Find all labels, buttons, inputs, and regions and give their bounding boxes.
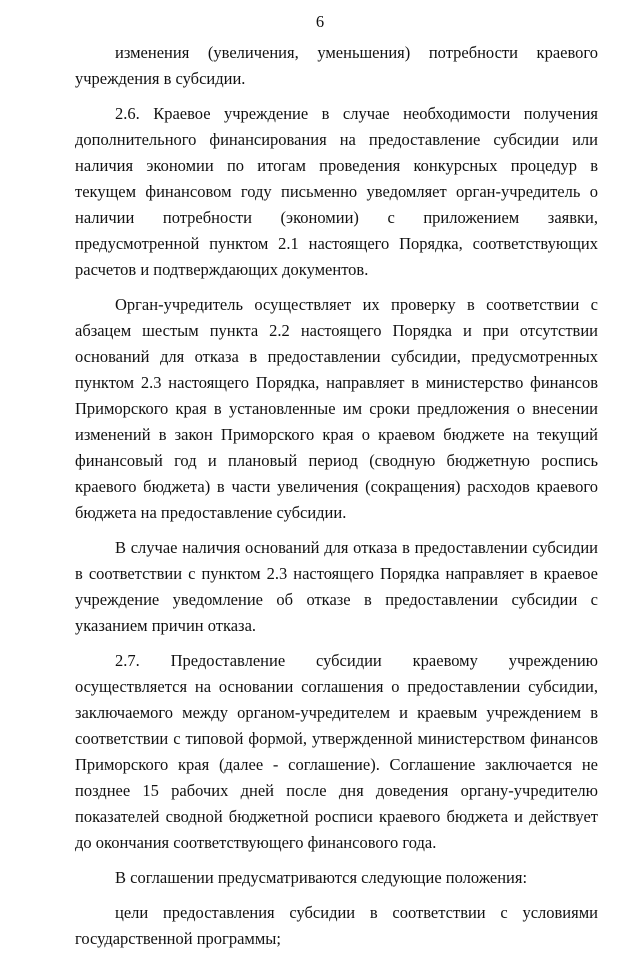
paragraph-goals: цели предоставления субсидии в соответствии с условиями государственной программы;: [75, 903, 598, 948]
document-body: [75, 40, 598, 961]
paragraph-2-6: 2.6. Краевое учреждение в случае необходимости получения дополнительного финансирования на предоставление субсидии или наличия экономии по итогам проведения конкурсных процедур в текущем финансовом году письменно уведомляет орган-учредитель о наличии потребности (экономии) с приложением заявки, предусмотренной пунктом 2.1 настоящего Порядка, соответствующих расчетов и подтверждающих документов.: [75, 104, 598, 279]
paragraph-agreement-provisions: В соглашении предусматриваются следующие положения:: [115, 868, 528, 887]
paragraph-continuation: изменения (увеличения, уменьшения) потребности краевого учреждения в субсидии.: [75, 43, 598, 88]
page-number: 6: [315, 12, 325, 31]
paragraph-2-7: 2.7. Предоставление субсидии краевому учреждению осуществляется на основании соглашения о предоставлении субсидии, заключаемого между органом-учредителем и краевым учреждением в соответствии с типовой формой, утвержденной министерством финансов Приморского края (далее - соглашение). Соглашение заключается не позднее 15 рабочих дней после дня доведения органу-учредителю показателей сводной бюджетной росписи краевого бюджета и действует до окончания соответствующего финансового года.: [75, 651, 598, 852]
paragraph-refusal: В случае наличия оснований для отказа в предоставлении субсидии в соответствии с пунктом 2.3 настоящего Порядка направляет в краевое учреждение уведомление об отказе в предоставлении субсидии с указанием причин отказа.: [75, 538, 598, 635]
paragraph-organ-check: Орган-учредитель осуществляет их проверку в соответствии с абзацем шестым пункта 2.2 настоящего Порядка и при отсутствии оснований для отказа в предоставлении субсидии, предусмотренных пунктом 2.3 настоящего Порядка, направляет в министерство финансов Приморского края в установленные им сроки предложения о внесении изменений в закон Приморского края о краевом бюджете на текущий финансовый год и плановый период (сводную бюджетную роспись краевого бюджета) в части увеличения (сокращения) расходов краевого бюджета на предоставление субсидии.: [75, 295, 598, 522]
